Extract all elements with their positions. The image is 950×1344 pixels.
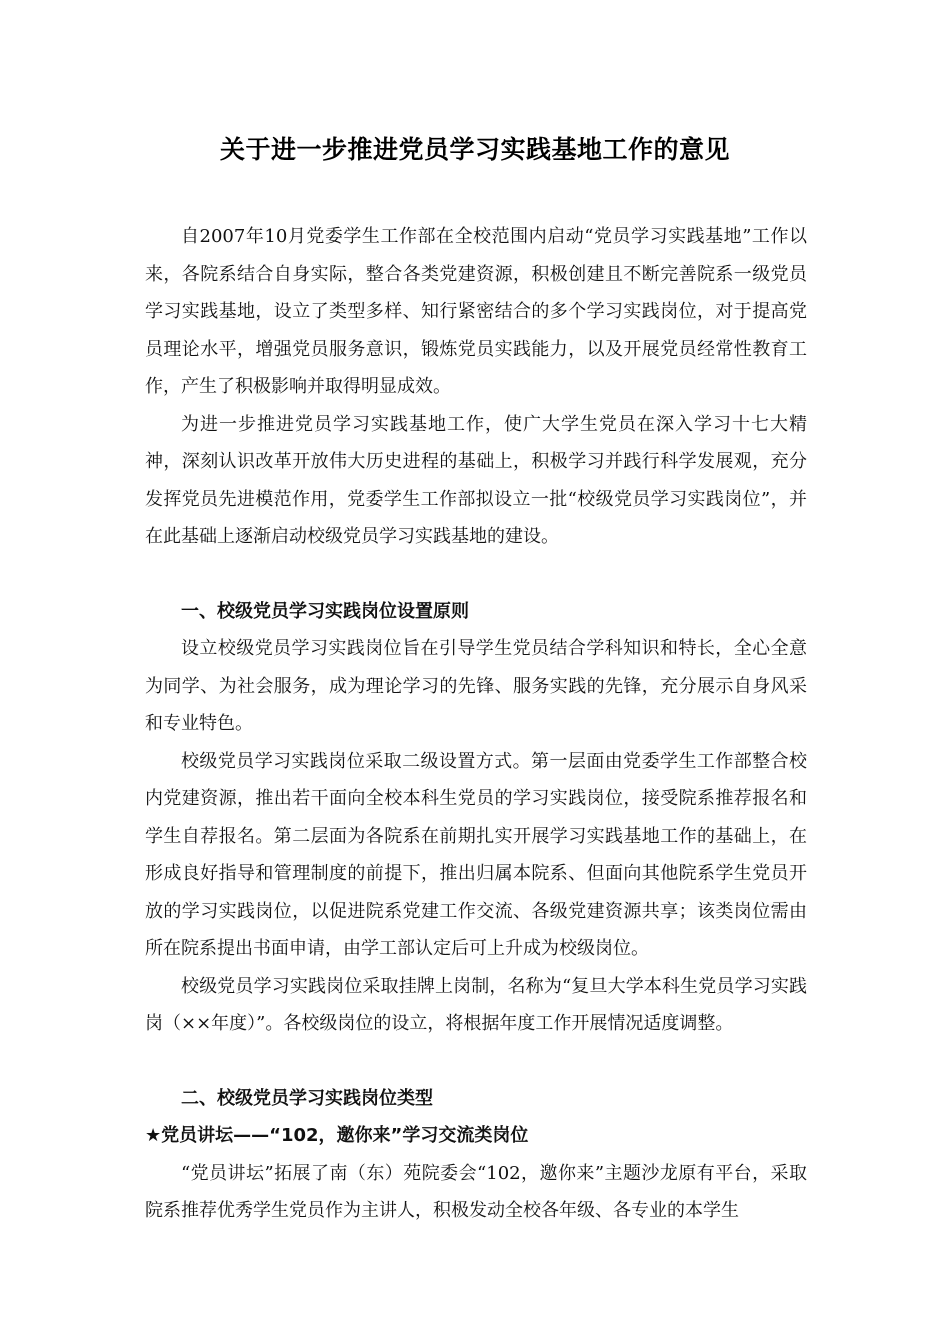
section-1-paragraph-1: 设立校级党员学习实践岗位旨在引导学生党员结合学科知识和特长，全心全意为同学、为社会服务，成为理论学习的先锋、服务实践的先锋，充分展示自身风采和专业特色。	[145, 638, 807, 734]
section-2-paragraph-1: “党员讲坛”拓展了南（东）苑院委会“102，邀你来”主题沙龙原有平台，采取院系推荐优秀学生党员作为主讲人，积极发动全校各年级、各专业的本学生	[145, 1162, 807, 1221]
section-spacer	[145, 1043, 807, 1080]
section-1-heading: 一、校级党员学习实践岗位设置原则	[181, 600, 469, 622]
document-title: 关于进一步推进党员学习实践基地工作的意见	[219, 135, 730, 164]
intro-paragraph-1: 自2007年10月党委学生工作部在全校范围内启动“党员学习实践基地”工作以来，各院系结合自身实际，整合各类党建资源，积极创建且不断完善院系一级党员学习实践基地，设立了类型多样、知行紧密结合的多个学习实践岗位，对于提高党员理论水平，增强党员服务意识，锻炼党员实践能力，以及开展党员经常性教育工作，产生了积极影响并取得明显成效。	[145, 226, 807, 397]
section-1-paragraph-2: 校级党员学习实践岗位采取二级设置方式。第一层面由党委学生工作部整合校内党建资源，推出若干面向全校本科生党员的学习实践岗位，接受院系推荐报名和学生自荐报名。第二层面为各院系在前期扎实开展学习实践基地工作的基础上，在形成良好指导和管理制度的前提下，推出归属本院系、但面向其他院系学生党员开放的学习实践岗位，以促进院系党建工作交流、各级党建资源共享；该类岗位需由所在院系提出书面申请，由学工部认定后可上升成为校级岗位。	[145, 750, 807, 959]
section-1-paragraph-3: 校级党员学习实践岗位采取挂牌上岗制，名称为“复旦大学本科生党员学习实践岗（××年度）”。各校级岗位的设立，将根据年度工作开展情况适度调整。	[145, 975, 807, 1034]
section-spacer	[145, 556, 807, 593]
section-2-heading: 二、校级党员学习实践岗位类型	[181, 1087, 433, 1109]
document-body	[145, 218, 807, 1230]
section-2-subheading: ★党员讲坛——“102，邀你来”学习交流类岗位	[145, 1125, 529, 1146]
intro-paragraph-2: 为进一步推进党员学习实践基地工作，使广大学生党员在深入学习十七大精神，深刻认识改革开放伟大历史进程的基础上，积极学习并践行科学发展观，充分发挥党员先进模范作用，党委学生工作部拟设立一批“校级党员学习实践岗位”，并在此基础上逐渐启动校级党员学习实践基地的建设。	[145, 413, 807, 547]
